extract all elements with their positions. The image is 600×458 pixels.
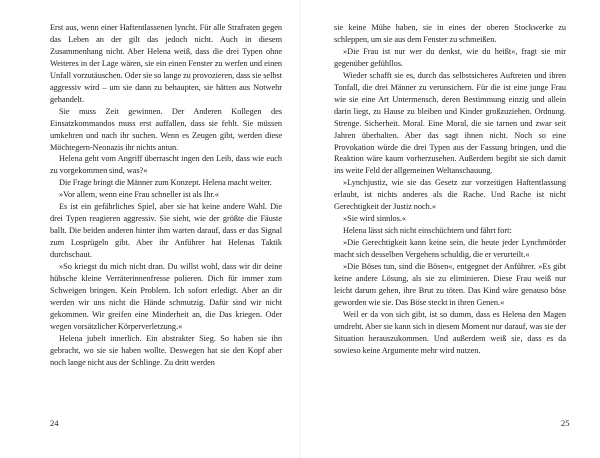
left-page-number: 24 [50, 418, 59, 428]
right-paragraph-7: »Die Gerechtigkeit kann keine sein, die heute jeder Lynchmörder macht sich desselben Vergehens schuldig, die er verurteilt.« [334, 238, 566, 260]
left-paragraph-4: Die Frage bringt die Männer zum Konzept. Helena macht weiter. [59, 178, 272, 188]
left-paragraph-1: Erst aus, wenn einer Haftentlassenen lyncht. Für alle Strafraten gegen das Leben an der gilt das jedoch nicht. Auch in diesem Zusammenhang nicht. Aber Helena weiß, dass die drei Typen ohne Weiteres in der Lage wären, sie ein einen Fenster zu werfen und einen Unfall vorzutäuschen. Oder sie so lange zu provozieren, dass sie selbst aggressiv wird – um sie dann zu behaupten, sie hätten aus Notwehr gehandelt. [50, 23, 282, 104]
right-paragraph-6: Helena lässt sich nicht einschüchtern und fährt fort: [343, 226, 512, 236]
left-paragraph-8: Helena jubelt innerlich. Ein abstrakter Sieg. So haben sie ihn gebracht, wo sie sie haben wollte. Deswegen hat sie den Kopf aber noch lange nicht aus der Schlinge. Zu dritt werden [50, 333, 282, 367]
right-paragraph-8: »Die Böses tun, sind die Bösen«, entgegnet der Anführer. »Es gibt keine andere Lösung, als sie zu eliminieren. Diese Frau weiß nur leicht darum gehen, ihre Brut zu töten. Das Kind wäre genauso böse geworden wie sie. Das Böse steckt in ihren Genen.« [334, 262, 566, 307]
left-page [50, 22, 282, 369]
left-paragraph-6: Es ist ein gefährliches Spiel, aber sie hat keine andere Wahl. Die drei Typen reagieren aggressiv. Sie sieht, wie der größte die Fäuste ballt. Die beiden anderen hinter ihm warten darauf, dass er das Signal zum Losprügeln gibt. Aber ihr Anführer hat Helenas Taktik durchschaut. [50, 202, 282, 260]
book-gutter [299, 0, 301, 458]
right-paragraph-5: »Sie wird sinnlos.« [343, 214, 407, 224]
right-page [334, 22, 566, 357]
right-paragraph-9: Weil er da von sich gibt, ist so dumm, dass es Helena den Magen umdreht. Aber sie kann sich in diesem Moment nur darauf, was sie der Situation herauszukommen. Und außerdem weiß sie, dass es da sowieso keine Argumente mehr wird nutzen. [334, 309, 566, 355]
right-paragraph-1: sie keine Mühe haben, sie in eines der oberen Stockwerke zu schleppen, um sie aus dem Fenster zu schmeißen. [334, 23, 566, 44]
left-paragraph-5: »Vor allem, wenn eine Frau schneller ist als Ihr.« [59, 190, 219, 200]
right-page-number: 25 [561, 418, 570, 428]
left-paragraph-3: Helena geht vom Angriff überrascht ingen den Leib, dass wie euch zu vorgekommen sind, was?« [50, 154, 282, 176]
left-paragraph-7: »So kriegst du mich nicht dran. Du willst wohl, dass wir dir deine hübsche kleine Verräterinnenfresse polieren. Dich für immer zum Schweigen bringen. Kein Problem. Ich sofort erledigt. Aber an dir werden wir uns nicht die Hände schmutzig. Dafür sind wir nicht gekommen. Wir greifen eine Minderheit an, die Das kriegen. Oder wegen vorsätzlicher Körperverletzung.« [50, 262, 282, 331]
right-paragraph-2: »Die Frau ist nur wer du denkst, wie du heißt«, fragt sie mir gegenüber gefühllos. [334, 46, 566, 68]
left-paragraph-2: Sie muss Zeit gewinnen. Der Anderen Kollegen des Einsatzkommandos muss erst auffallen, dass sie fehlt. Sie müssen umkehren und nach ihr suchen. Wenn es Zeugen gibt, werden diese Möchtegern-Neonazis ihr nichts antun. [50, 106, 282, 152]
right-paragraph-4: »Lynchjustiz, wie sie das Gesetz zur vorzeitigen Haftentlassung erlaubt, ist nichts anderes als die Rache. Und Rache ist nicht Gerechtigkeit der Justiz noch.« [334, 178, 566, 212]
right-paragraph-3: Wieder schafft sie es, durch das selbstsicheres Auftreten und ihren Tonfall, die drei Männer zu verunsichern. Für die ist eine junge Frau wie sie eine Art Untermensch, deren Bestimmung einzig und allein darin liegt, zu Hause zu bleiben und Kinder großzuziehen. Ordnung. Strenge. Sicherheit. Moral. Eine Moral, die sie tarnen und zwar seit Jahren überhalten. Aber das sagt ihnen nicht. Noch so eine Provokation würde die drei Typen aus der Fassung bringen, und die Reaktion wäre kaum vorherzusehen. Außerdem begibt sie sich damit ins weite Feld der allgemeinen Weltanschauung. [334, 70, 566, 176]
